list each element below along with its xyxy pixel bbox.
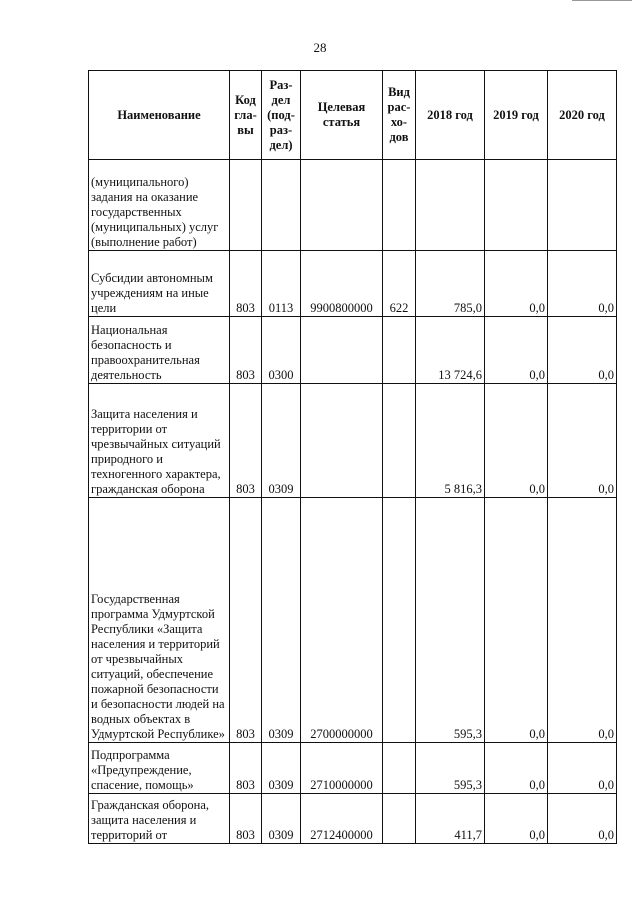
row-code: 803 <box>230 251 262 317</box>
row-section <box>262 160 301 251</box>
row-2019 <box>485 160 548 251</box>
row-section: 0309 <box>262 498 301 743</box>
row-code: 803 <box>230 794 262 844</box>
row-type <box>383 317 416 384</box>
row-type <box>383 384 416 498</box>
row-2020: 0,0 <box>548 498 617 743</box>
row-2018: 595,3 <box>416 743 485 794</box>
row-2020 <box>548 160 617 251</box>
row-2019: 0,0 <box>485 794 548 844</box>
row-2019: 0,0 <box>485 384 548 498</box>
row-2018: 595,3 <box>416 498 485 743</box>
row-name: Государственная программа Удмуртской Республики «Защита населения и территорий от чрезвычайных ситуаций, обеспечение пожарной безопасности и безопасности людей на водных объектах в Удмуртской Республике» <box>89 498 230 743</box>
row-2020: 0,0 <box>548 317 617 384</box>
scan-corner-mark <box>572 0 632 1</box>
row-2018: 13 724,6 <box>416 317 485 384</box>
col-header-2018: 2018 год <box>416 71 485 160</box>
row-type <box>383 794 416 844</box>
col-header-2019: 2019 год <box>485 71 548 160</box>
row-article <box>301 160 383 251</box>
col-header-section: Раз-дел (под-раз-дел) <box>262 71 301 160</box>
row-2018: 785,0 <box>416 251 485 317</box>
row-type <box>383 743 416 794</box>
row-2018 <box>416 160 485 251</box>
row-2019: 0,0 <box>485 498 548 743</box>
row-2019: 0,0 <box>485 317 548 384</box>
row-name: (муниципального) задания на оказание государственных (муниципальных) услуг (выполнение работ) <box>89 160 230 251</box>
row-section: 0113 <box>262 251 301 317</box>
table-row <box>89 251 617 317</box>
row-article <box>301 384 383 498</box>
row-name: Национальная безопасность и правоохранительная деятельность <box>89 317 230 384</box>
row-name: Подпрограмма «Предупреждение, спасение, помощь» <box>89 743 230 794</box>
table-row <box>89 498 617 743</box>
row-article: 2712400000 <box>301 794 383 844</box>
table-header-row <box>89 71 617 160</box>
row-name: Гражданская оборона, защита населения и территорий от <box>89 794 230 844</box>
row-code: 803 <box>230 384 262 498</box>
row-name: Субсидии автономным учреждениям на иные цели <box>89 251 230 317</box>
col-header-article: Целевая статья <box>301 71 383 160</box>
row-section: 0309 <box>262 743 301 794</box>
row-type <box>383 498 416 743</box>
table-row <box>89 794 617 844</box>
col-header-code: Код гла-вы <box>230 71 262 160</box>
row-2020: 0,0 <box>548 794 617 844</box>
row-section: 0309 <box>262 794 301 844</box>
row-name: Защита населения и территории от чрезвычайных ситуаций природного и техногенного характера, гражданская оборона <box>89 384 230 498</box>
col-header-name: Наименование <box>89 71 230 160</box>
page-number: 28 <box>313 40 327 55</box>
row-2018: 411,7 <box>416 794 485 844</box>
row-article: 9900800000 <box>301 251 383 317</box>
row-2020: 0,0 <box>548 251 617 317</box>
row-article: 2700000000 <box>301 498 383 743</box>
row-2019: 0,0 <box>485 251 548 317</box>
table-row <box>89 317 617 384</box>
table-row <box>89 743 617 794</box>
col-header-type: Вид рас-хо-дов <box>383 71 416 160</box>
row-article <box>301 317 383 384</box>
table-row <box>89 384 617 498</box>
row-2018: 5 816,3 <box>416 384 485 498</box>
row-code: 803 <box>230 498 262 743</box>
row-section: 0309 <box>262 384 301 498</box>
row-code <box>230 160 262 251</box>
col-header-2020: 2020 год <box>548 71 617 160</box>
row-code: 803 <box>230 743 262 794</box>
row-2020: 0,0 <box>548 384 617 498</box>
row-type <box>383 160 416 251</box>
row-type: 622 <box>383 251 416 317</box>
row-article: 2710000000 <box>301 743 383 794</box>
row-2020: 0,0 <box>548 743 617 794</box>
table-row <box>89 160 617 251</box>
budget-table <box>88 70 617 844</box>
row-section: 0300 <box>262 317 301 384</box>
row-2019: 0,0 <box>485 743 548 794</box>
row-code: 803 <box>230 317 262 384</box>
